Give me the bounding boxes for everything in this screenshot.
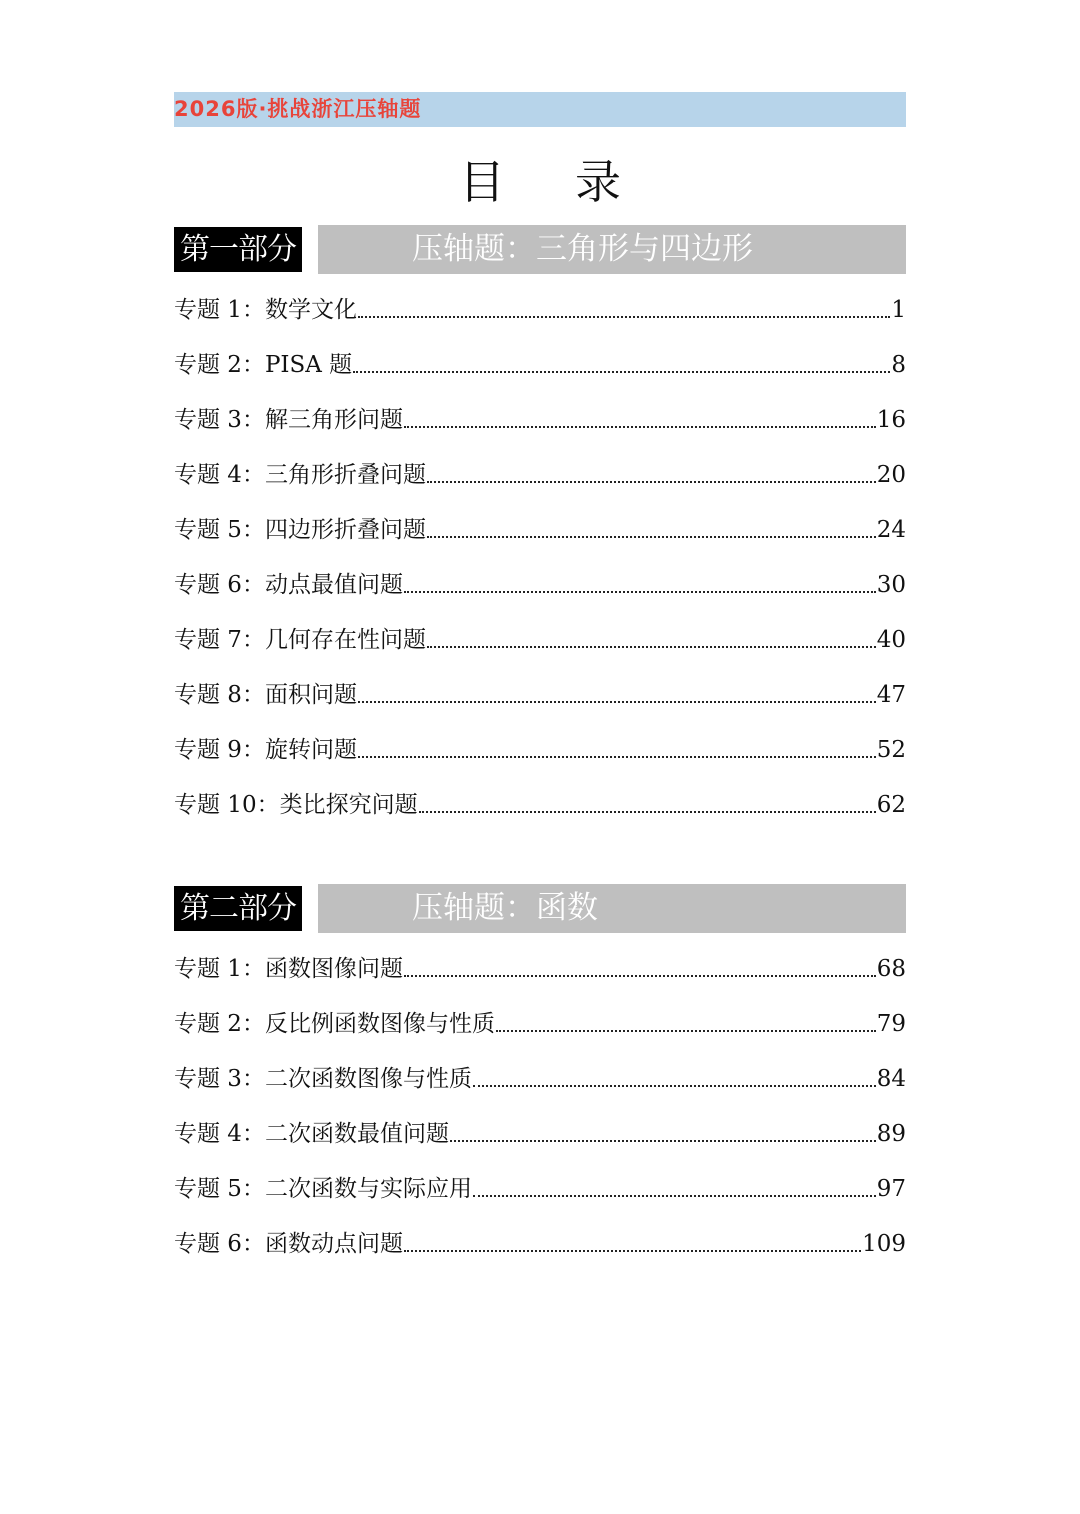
toc-entry-label: 专题 3：二次函数图像与性质 xyxy=(174,1066,472,1092)
toc-list-part-1 xyxy=(174,270,906,820)
dot-leader xyxy=(358,755,876,758)
dot-leader xyxy=(473,1084,876,1087)
part-label: 第一部分 xyxy=(174,227,302,272)
toc-entry-label: 专题 2：反比例函数图像与性质 xyxy=(174,1011,495,1037)
toc-entry-label: 专题 4：三角形折叠问题 xyxy=(174,462,426,488)
toc-entry[interactable] xyxy=(174,435,906,490)
toc-entry-page: 52 xyxy=(876,737,906,763)
toc-entry-page: 89 xyxy=(876,1121,906,1147)
header-title: 2026版·挑战浙江压轴题 xyxy=(174,97,422,121)
toc-entry[interactable] xyxy=(174,270,906,325)
toc-entry-page: 109 xyxy=(862,1231,906,1257)
part-title-band xyxy=(318,225,906,274)
toc-entry[interactable] xyxy=(174,1039,906,1094)
toc-entry-page: 8 xyxy=(891,352,906,378)
toc-entry-page: 16 xyxy=(876,407,906,433)
header-band xyxy=(174,92,906,127)
dot-leader xyxy=(419,810,876,813)
toc-entry-page: 79 xyxy=(876,1011,906,1037)
toc-entry[interactable] xyxy=(174,490,906,545)
toc-entry-label: 专题 7：几何存在性问题 xyxy=(174,627,426,653)
toc-entry-label: 专题 6：动点最值问题 xyxy=(174,572,403,598)
toc-entry-page: 62 xyxy=(876,792,906,818)
toc-title: 目录 xyxy=(459,155,691,209)
part-header-1 xyxy=(174,225,906,274)
toc-entry-page: 47 xyxy=(876,682,906,708)
dot-leader xyxy=(404,590,876,593)
toc-entry-label: 专题 5：二次函数与实际应用 xyxy=(174,1176,472,1202)
dot-leader xyxy=(358,315,890,318)
toc-entry[interactable] xyxy=(174,765,906,820)
toc-entry-page: 20 xyxy=(876,462,906,488)
toc-entry-label: 专题 4：二次函数最值问题 xyxy=(174,1121,449,1147)
toc-entry-page: 1 xyxy=(891,297,906,323)
toc-entry-label: 专题 2：PISA 题 xyxy=(174,352,353,378)
toc-entry[interactable] xyxy=(174,655,906,710)
dot-leader xyxy=(358,700,876,703)
toc-entry-page: 97 xyxy=(876,1176,906,1202)
dot-leader xyxy=(427,645,876,648)
toc-entry-label: 专题 10：类比探究问题 xyxy=(174,792,418,818)
toc-entry[interactable] xyxy=(174,1094,906,1149)
part-title: 压轴题：三角形与四边形 xyxy=(412,231,753,267)
toc-entry-page: 24 xyxy=(876,517,906,543)
toc-entry[interactable] xyxy=(174,380,906,435)
toc-entry[interactable] xyxy=(174,929,906,984)
toc-entry[interactable] xyxy=(174,984,906,1039)
dot-leader xyxy=(404,974,876,977)
part-title-band xyxy=(318,884,906,933)
dot-leader xyxy=(496,1029,876,1032)
dot-leader xyxy=(473,1194,876,1197)
dot-leader xyxy=(404,425,876,428)
part-title: 压轴题：函数 xyxy=(412,890,598,926)
toc-entry-page: 40 xyxy=(876,627,906,653)
toc-list-part-2 xyxy=(174,929,906,1259)
toc-entry[interactable] xyxy=(174,1204,906,1259)
toc-entry-label: 专题 3：解三角形问题 xyxy=(174,407,403,433)
document-page xyxy=(174,0,906,1514)
toc-entry-label: 专题 6：函数动点问题 xyxy=(174,1231,403,1257)
toc-entry-label: 专题 5：四边形折叠问题 xyxy=(174,517,426,543)
dot-leader xyxy=(404,1249,861,1252)
toc-entry-label: 专题 9：旋转问题 xyxy=(174,737,357,763)
dot-leader xyxy=(427,535,876,538)
toc-entry-page: 30 xyxy=(876,572,906,598)
dot-leader xyxy=(353,370,890,373)
toc-entry-label: 专题 8：面积问题 xyxy=(174,682,357,708)
toc-entry[interactable] xyxy=(174,545,906,600)
toc-entry[interactable] xyxy=(174,1149,906,1204)
toc-entry[interactable] xyxy=(174,325,906,380)
dot-leader xyxy=(450,1139,876,1142)
toc-entry-page: 84 xyxy=(876,1066,906,1092)
part-header-2 xyxy=(174,884,906,933)
dot-leader xyxy=(427,480,876,483)
toc-entry-label: 专题 1：函数图像问题 xyxy=(174,956,403,982)
part-label: 第二部分 xyxy=(174,886,302,931)
toc-entry-page: 68 xyxy=(876,956,906,982)
toc-entry[interactable] xyxy=(174,710,906,765)
toc-entry-label: 专题 1：数学文化 xyxy=(174,297,357,323)
toc-entry[interactable] xyxy=(174,600,906,655)
